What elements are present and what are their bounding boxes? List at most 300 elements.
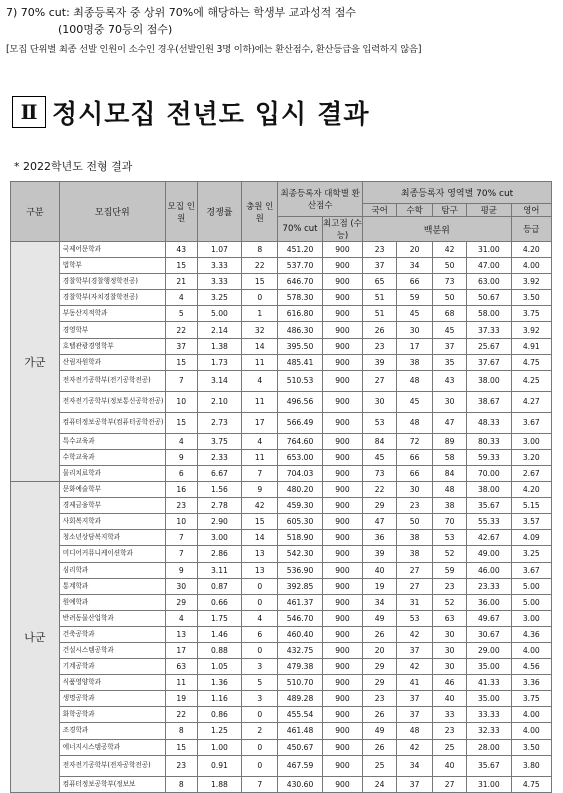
cell-average: 38.00	[467, 370, 512, 391]
cell-average: 42.67	[467, 530, 512, 546]
cell-unit: 건축공학과	[59, 626, 165, 642]
cell-average: 55.33	[467, 514, 512, 530]
cell-extra: 4	[242, 610, 278, 626]
cell-inquiry: 48	[433, 482, 467, 498]
header-math: 수학	[397, 204, 433, 217]
cell-english-grade: 4.09	[511, 530, 551, 546]
cell-math: 17	[397, 338, 433, 354]
cell-math: 48	[397, 723, 433, 739]
cell-unit: 수학교육과	[59, 449, 165, 465]
cell-average: 48.33	[467, 412, 512, 433]
cell-extra: 22	[242, 258, 278, 274]
table-row	[11, 723, 552, 739]
table-row	[11, 258, 552, 274]
cell-average: 70.00	[467, 465, 512, 481]
cell-math: 27	[397, 578, 433, 594]
cell-english-grade: 4.75	[511, 354, 551, 370]
cell-math: 42	[397, 659, 433, 675]
cell-average: 46.00	[467, 562, 512, 578]
header-grade: 등급	[511, 217, 551, 242]
cell-korean: 26	[363, 707, 397, 723]
cell-ratio: 3.33	[197, 274, 242, 290]
cell-unit: 건설시스템공학과	[59, 642, 165, 658]
cell-extra: 1	[242, 306, 278, 322]
cell-korean: 26	[363, 626, 397, 642]
cell-average: 35.00	[467, 659, 512, 675]
cell-math: 27	[397, 562, 433, 578]
cell-korean: 73	[363, 465, 397, 481]
section-heading	[12, 92, 369, 132]
cell-quota: 7	[165, 530, 197, 546]
cell-inquiry: 45	[433, 322, 467, 338]
cell-math: 66	[397, 449, 433, 465]
cell-ratio: 0.86	[197, 707, 242, 723]
cell-average: 30.67	[467, 626, 512, 642]
cell-korean: 53	[363, 412, 397, 433]
cell-max-score: 900	[322, 626, 362, 642]
cell-extra: 13	[242, 562, 278, 578]
cell-max-score: 900	[322, 354, 362, 370]
cell-unit: 전자전기공학부(전자공학전공)	[59, 755, 165, 776]
cell-quota: 6	[165, 465, 197, 481]
cell-unit: 원예학과	[59, 594, 165, 610]
cell-math: 72	[397, 433, 433, 449]
cell-math: 48	[397, 412, 433, 433]
cell-inquiry: 63	[433, 610, 467, 626]
cell-quota: 4	[165, 290, 197, 306]
cell-ratio: 2.78	[197, 498, 242, 514]
note-small-quota: [모집 단위별 최종 선발 인원이 소수인 경우(선발인원 3명 이하)에는 환산점수, 환산등급을 입력하지 않음]	[6, 44, 422, 55]
header-70-cut: 70% cut	[278, 217, 323, 242]
cell-english-grade: 5.00	[511, 578, 551, 594]
table-row	[11, 659, 552, 675]
cell-ratio: 3.25	[197, 290, 242, 306]
table-row	[11, 755, 552, 776]
cell-quota: 10	[165, 391, 197, 412]
cell-score-70cut: 461.48	[278, 723, 323, 739]
cell-quota: 5	[165, 306, 197, 322]
cell-korean: 45	[363, 449, 397, 465]
cell-score-70cut: 536.90	[278, 562, 323, 578]
cell-extra: 7	[242, 776, 278, 792]
cell-math: 30	[397, 322, 433, 338]
cell-math: 37	[397, 642, 433, 658]
cell-quota: 21	[165, 274, 197, 290]
header-final-score: 최종등록자 대학별 환산점수	[278, 182, 363, 217]
cell-inquiry: 68	[433, 306, 467, 322]
cell-english-grade: 3.57	[511, 514, 551, 530]
cell-english-grade: 3.75	[511, 306, 551, 322]
cell-unit: 문화예술학부	[59, 482, 165, 498]
cell-extra: 14	[242, 338, 278, 354]
cell-quota: 7	[165, 546, 197, 562]
cell-korean: 40	[363, 562, 397, 578]
cell-ratio: 1.07	[197, 242, 242, 258]
cell-unit: 반려동물산업학과	[59, 610, 165, 626]
cell-extra: 0	[242, 755, 278, 776]
cell-quota: 19	[165, 691, 197, 707]
cell-english-grade: 3.00	[511, 610, 551, 626]
cell-korean: 29	[363, 659, 397, 675]
table-row	[11, 707, 552, 723]
cell-english-grade: 4.00	[511, 258, 551, 274]
header-percentile: 백분위	[363, 217, 511, 242]
cell-english-grade: 3.50	[511, 290, 551, 306]
cell-score-70cut: 489.28	[278, 691, 323, 707]
results-table	[10, 181, 552, 793]
cell-english-grade: 3.36	[511, 675, 551, 691]
cell-inquiry: 52	[433, 594, 467, 610]
cell-max-score: 900	[322, 370, 362, 391]
cell-score-70cut: 546.70	[278, 610, 323, 626]
cell-math: 30	[397, 482, 433, 498]
table-row	[11, 306, 552, 322]
cell-max-score: 900	[322, 530, 362, 546]
cell-average: 41.33	[467, 675, 512, 691]
header-group: 구분	[11, 182, 60, 242]
cell-korean: 29	[363, 498, 397, 514]
cell-english-grade: 4.20	[511, 482, 551, 498]
cell-korean: 51	[363, 290, 397, 306]
cell-quota: 11	[165, 675, 197, 691]
cell-inquiry: 70	[433, 514, 467, 530]
cell-score-70cut: 578.30	[278, 290, 323, 306]
cell-unit: 물리치료학과	[59, 465, 165, 481]
cell-quota: 15	[165, 412, 197, 433]
cell-math: 38	[397, 546, 433, 562]
cell-max-score: 900	[322, 322, 362, 338]
cell-inquiry: 42	[433, 242, 467, 258]
cell-math: 59	[397, 290, 433, 306]
cell-inquiry: 46	[433, 675, 467, 691]
cell-extra: 3	[242, 691, 278, 707]
cell-extra: 4	[242, 370, 278, 391]
header-english: 영어	[511, 204, 551, 217]
cell-max-score: 900	[322, 739, 362, 755]
cell-unit: 전자전기공학부(전기공학전공)	[59, 370, 165, 391]
cell-extra: 9	[242, 482, 278, 498]
cell-unit: 경찰학부(경찰행정학전공)	[59, 274, 165, 290]
section-number: Ⅱ	[12, 96, 46, 128]
cell-score-70cut: 518.90	[278, 530, 323, 546]
cell-extra: 11	[242, 391, 278, 412]
cell-max-score: 900	[322, 465, 362, 481]
table-row	[11, 691, 552, 707]
cell-extra: 15	[242, 514, 278, 530]
table-row	[11, 530, 552, 546]
cell-quota: 22	[165, 707, 197, 723]
table-row	[11, 514, 552, 530]
cell-quota: 37	[165, 338, 197, 354]
cell-quota: 23	[165, 755, 197, 776]
cell-extra: 3	[242, 659, 278, 675]
cell-max-score: 900	[322, 306, 362, 322]
table-row	[11, 354, 552, 370]
cell-max-score: 900	[322, 723, 362, 739]
cell-unit: 산림자원학과	[59, 354, 165, 370]
cell-score-70cut: 542.30	[278, 546, 323, 562]
cell-score-70cut: 510.53	[278, 370, 323, 391]
header-quota: 모집 인원	[165, 182, 197, 242]
cell-average: 36.00	[467, 594, 512, 610]
cell-unit: 청소년상담복지학과	[59, 530, 165, 546]
cell-max-score: 900	[322, 258, 362, 274]
cell-math: 42	[397, 626, 433, 642]
cell-average: 29.00	[467, 642, 512, 658]
cell-inquiry: 33	[433, 707, 467, 723]
cell-math: 37	[397, 707, 433, 723]
cell-average: 32.33	[467, 723, 512, 739]
cell-english-grade: 4.36	[511, 626, 551, 642]
table-row	[11, 391, 552, 412]
cell-extra: 0	[242, 707, 278, 723]
cell-ratio: 2.14	[197, 322, 242, 338]
cell-english-grade: 4.56	[511, 659, 551, 675]
note-70-cut-detail: (100명중 70등의 점수)	[58, 23, 173, 36]
cell-score-70cut: 459.30	[278, 498, 323, 514]
cell-score-70cut: 430.60	[278, 776, 323, 792]
cell-average: 25.67	[467, 338, 512, 354]
cell-extra: 0	[242, 739, 278, 755]
cell-unit: 경제금융학부	[59, 498, 165, 514]
header-unit: 모집단위	[59, 182, 165, 242]
cell-korean: 29	[363, 675, 397, 691]
cell-korean: 23	[363, 242, 397, 258]
note-70-cut: 7) 70% cut: 최종등록자 중 상위 70%에 해당하는 학생부 교과성적 점수	[6, 6, 356, 19]
header-domain-cut: 최종등록자 영역별 70% cut	[363, 182, 552, 204]
cell-korean: 36	[363, 530, 397, 546]
cell-quota: 7	[165, 370, 197, 391]
cell-unit: 컴퓨터정보공학부(컴퓨터공학전공)	[59, 412, 165, 433]
cell-quota: 4	[165, 610, 197, 626]
cell-inquiry: 50	[433, 258, 467, 274]
cell-average: 37.67	[467, 354, 512, 370]
cell-inquiry: 52	[433, 546, 467, 562]
cell-extra: 17	[242, 412, 278, 433]
cell-unit: 특수교육과	[59, 433, 165, 449]
cell-ratio: 3.11	[197, 562, 242, 578]
cell-korean: 25	[363, 755, 397, 776]
cell-max-score: 900	[322, 562, 362, 578]
cell-math: 41	[397, 675, 433, 691]
cell-math: 53	[397, 610, 433, 626]
cell-math: 31	[397, 594, 433, 610]
cell-score-70cut: 653.00	[278, 449, 323, 465]
cell-extra: 14	[242, 530, 278, 546]
cell-inquiry: 58	[433, 449, 467, 465]
cell-korean: 34	[363, 594, 397, 610]
cell-max-score: 900	[322, 642, 362, 658]
header-extra: 충원 인원	[242, 182, 278, 242]
group-na: 나군	[11, 482, 60, 793]
cell-korean: 23	[363, 338, 397, 354]
cell-score-70cut: 479.38	[278, 659, 323, 675]
cell-korean: 23	[363, 691, 397, 707]
cell-average: 59.33	[467, 449, 512, 465]
cell-math: 38	[397, 530, 433, 546]
cell-math: 34	[397, 755, 433, 776]
cell-english-grade: 3.25	[511, 546, 551, 562]
cell-max-score: 900	[322, 338, 362, 354]
cell-average: 47.00	[467, 258, 512, 274]
cell-ratio: 3.75	[197, 433, 242, 449]
cell-inquiry: 25	[433, 739, 467, 755]
cell-score-70cut: 395.50	[278, 338, 323, 354]
cell-korean: 37	[363, 258, 397, 274]
cell-ratio: 3.33	[197, 258, 242, 274]
cell-ratio: 2.73	[197, 412, 242, 433]
cell-score-70cut: 764.60	[278, 433, 323, 449]
cell-english-grade: 4.75	[511, 776, 551, 792]
cell-quota: 10	[165, 514, 197, 530]
table-row	[11, 449, 552, 465]
cell-score-70cut: 646.70	[278, 274, 323, 290]
cell-ratio: 1.00	[197, 739, 242, 755]
cell-average: 80.33	[467, 433, 512, 449]
cell-english-grade: 5.15	[511, 498, 551, 514]
table-row	[11, 642, 552, 658]
cell-max-score: 900	[322, 498, 362, 514]
cell-ratio: 0.91	[197, 755, 242, 776]
cell-score-70cut: 450.67	[278, 739, 323, 755]
cell-extra: 0	[242, 290, 278, 306]
cell-unit: 화학공학과	[59, 707, 165, 723]
cell-average: 58.00	[467, 306, 512, 322]
cell-inquiry: 53	[433, 530, 467, 546]
cell-quota: 8	[165, 723, 197, 739]
cell-math: 45	[397, 306, 433, 322]
cell-korean: 26	[363, 739, 397, 755]
cell-english-grade: 3.20	[511, 449, 551, 465]
cell-inquiry: 40	[433, 691, 467, 707]
table-subtitle: * 2022학년도 전형 결과	[14, 160, 133, 173]
cell-inquiry: 30	[433, 642, 467, 658]
cell-max-score: 900	[322, 707, 362, 723]
cell-unit: 조경학과	[59, 723, 165, 739]
cell-max-score: 900	[322, 412, 362, 433]
header-ratio: 경쟁률	[197, 182, 242, 242]
cell-unit: 법학부	[59, 258, 165, 274]
header-inquiry: 탐구	[433, 204, 467, 217]
cell-extra: 42	[242, 498, 278, 514]
cell-ratio: 1.38	[197, 338, 242, 354]
cell-ratio: 0.87	[197, 578, 242, 594]
cell-score-70cut: 392.85	[278, 578, 323, 594]
group-ga: 가군	[11, 242, 60, 482]
cell-english-grade: 3.92	[511, 274, 551, 290]
table-row	[11, 465, 552, 481]
cell-ratio: 2.10	[197, 391, 242, 412]
cell-quota: 43	[165, 242, 197, 258]
cell-korean: 39	[363, 546, 397, 562]
cell-korean: 22	[363, 482, 397, 498]
table-row	[11, 626, 552, 642]
cell-average: 28.00	[467, 739, 512, 755]
cell-extra: 4	[242, 433, 278, 449]
cell-max-score: 900	[322, 449, 362, 465]
cell-quota: 4	[165, 433, 197, 449]
cell-unit: 국제어문학과	[59, 242, 165, 258]
cell-inquiry: 27	[433, 776, 467, 792]
cell-score-70cut: 451.20	[278, 242, 323, 258]
cell-korean: 27	[363, 370, 397, 391]
table-row	[11, 610, 552, 626]
cell-ratio: 1.73	[197, 354, 242, 370]
cell-max-score: 900	[322, 578, 362, 594]
cell-korean: 20	[363, 642, 397, 658]
cell-max-score: 900	[322, 546, 362, 562]
table-row	[11, 412, 552, 433]
cell-math: 37	[397, 776, 433, 792]
cell-ratio: 3.14	[197, 370, 242, 391]
cell-english-grade: 5.00	[511, 594, 551, 610]
cell-quota: 17	[165, 642, 197, 658]
cell-english-grade: 2.67	[511, 465, 551, 481]
cell-inquiry: 89	[433, 433, 467, 449]
cell-score-70cut: 616.80	[278, 306, 323, 322]
cell-extra: 8	[242, 242, 278, 258]
cell-english-grade: 4.00	[511, 723, 551, 739]
cell-ratio: 2.90	[197, 514, 242, 530]
cell-inquiry: 50	[433, 290, 467, 306]
cell-quota: 23	[165, 498, 197, 514]
table-row	[11, 498, 552, 514]
cell-max-score: 900	[322, 610, 362, 626]
table-row	[11, 482, 552, 498]
cell-ratio: 1.88	[197, 776, 242, 792]
cell-inquiry: 43	[433, 370, 467, 391]
section-title: 정시모집 전년도 입시 결과	[52, 99, 370, 130]
cell-max-score: 900	[322, 482, 362, 498]
cell-inquiry: 23	[433, 723, 467, 739]
cell-ratio: 1.56	[197, 482, 242, 498]
cell-korean: 30	[363, 391, 397, 412]
cell-average: 31.00	[467, 776, 512, 792]
cell-average: 49.00	[467, 546, 512, 562]
cell-extra: 32	[242, 322, 278, 338]
cell-math: 34	[397, 258, 433, 274]
cell-quota: 29	[165, 594, 197, 610]
cell-unit: 통계학과	[59, 578, 165, 594]
cell-ratio: 2.86	[197, 546, 242, 562]
cell-quota: 63	[165, 659, 197, 675]
header-max-score: 최고점 (수능)	[322, 217, 362, 242]
cell-max-score: 900	[322, 659, 362, 675]
cell-ratio: 0.88	[197, 642, 242, 658]
cell-unit: 호텔관광경영학부	[59, 338, 165, 354]
cell-extra: 13	[242, 546, 278, 562]
cell-unit: 에너지시스템공학과	[59, 739, 165, 755]
cell-extra: 0	[242, 642, 278, 658]
cell-max-score: 900	[322, 391, 362, 412]
cell-average: 63.00	[467, 274, 512, 290]
cell-inquiry: 40	[433, 755, 467, 776]
cell-ratio: 1.75	[197, 610, 242, 626]
cell-unit: 경영학부	[59, 322, 165, 338]
cell-average: 38.00	[467, 482, 512, 498]
cell-average: 35.00	[467, 691, 512, 707]
cell-korean: 47	[363, 514, 397, 530]
cell-ratio: 5.00	[197, 306, 242, 322]
cell-english-grade: 3.80	[511, 755, 551, 776]
cell-score-70cut: 537.70	[278, 258, 323, 274]
cell-extra: 6	[242, 626, 278, 642]
cell-max-score: 900	[322, 290, 362, 306]
cell-unit: 식품영양학과	[59, 675, 165, 691]
table-row	[11, 290, 552, 306]
cell-inquiry: 23	[433, 578, 467, 594]
table-row	[11, 594, 552, 610]
